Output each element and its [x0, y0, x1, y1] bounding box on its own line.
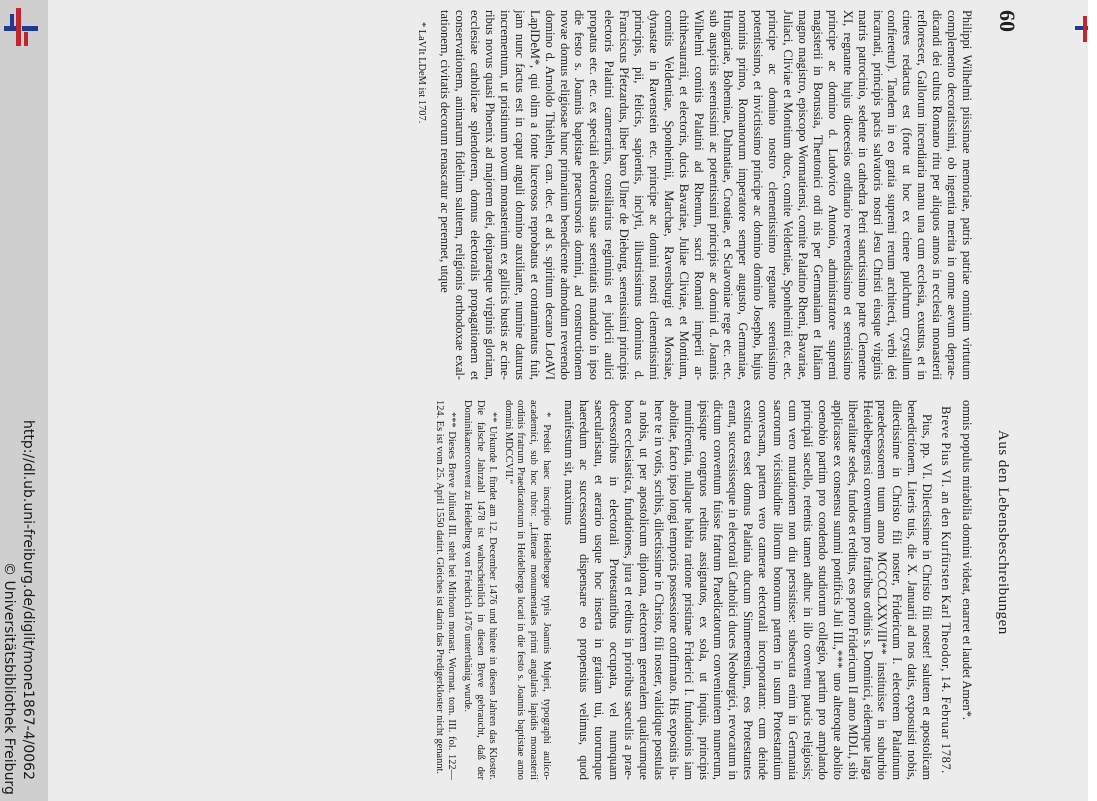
- footnote-2: ** Urkunde I. findet am 12. December 1476 und hütete in diesen Jahren das Kloster. Die falsche Jahrzahl 1478 ist wahrscheinlich in diesen Breve gebraucht, daß der Dominikanerconvent zu Heidelberg von Friedrich 1476 unterthänig wurde.: [461, 400, 499, 780]
- page-scan: [48, 0, 1088, 801]
- left-column: [412, 10, 974, 380]
- right-footnotes: [432, 400, 551, 780]
- right-column-intro: omnis populus mirabilia domini videat, enarret et laudet Amen*.: [960, 400, 974, 721]
- left-footnote-text: * LaVIt LDeM ist 1707.: [416, 22, 428, 124]
- right-column-text: Pius, pp. VI. Dilectissime in Christo fili noster! salutem et apostolicam benedictionem. Literis tuis, die X. Januarii ad nos datis, exposuisti nobis, dilectissime in Christo fili noster, Fridericum I. electorem Palatinum praedecessorem tuum anno MCCCCLXXVIII** instituisse in suburbio Heidelbergensi conventum pro fratribus ordinis s. Dominici, eidemque larga liberalitate sedes, fundos et reditus, eos porro Fridericum II anno MDLI, sibi applicasse ex consensu summi pontificis Juli III.,*** uno alteroque abolito coenobio partim pro condendo studiorum collegio, partim pro amplando principali sacello, retentis tamen adhuc in illo conventu paucis religiosis; cum vero mutationem non diu persistisse: subsecuta enim in Germania sacrorum vicissitudine illorum bonorum partem in usum Protestantium conversam, partem vero camerae electorali incorporatam: cum deinde exstincta esset domus Palatina ducum Simmerensium, eos Protestantes erant, successisseque in electorali Catholici duces Neoburgici, revocatum in dictum conventum fuisse fratrum Praedicatorum conveniuntem numerum, ipsisque congruos reditus assignatos, ex sola, ut inquis, principis munificentia, nullaque habita ratione pristinae Friderici I. fundationis iam abolitae, facto ipso longi temporis possessione confirmato. His expositis luhere te in votis, scribis, dilectissime in Christo, fili noster, validique postulas a nobis, ut per apostolicum diploma, electorem generalem qualicumque bona ecclesiastica, fundationes, jura et reditus in prioribus saeculis a praedecessoribus in electorali Protestantibus occupata, vel numquam saecularisatu, et aerario usque hoc inserta in gratiam tui, tuorumque haeredum ac successorum dispensare eo propensius velimus, quod manifestum sit, maximus: [562, 400, 935, 780]
- brief-title: Breve Pius VI. an den Kurfürsten Karl Theodor, 14. Februar 1787.: [939, 406, 954, 774]
- footnote-3: *** Dieses Breve Juliusd III. steht bei Mirhoun monast. Wormat. tom. III. fol. 122—124. Es ist vom 25. April 1550 datirt. Gleiches ist darin das Predigerkloster nicht genannt.: [433, 400, 458, 780]
- header-title: Aus den Lebensbeschreibungen: [995, 430, 1011, 635]
- right-margin: [1088, 0, 1097, 801]
- rotated-page: [210, 0, 1030, 801]
- left-column-text: Philippi Wilhelmi piissimae memoriae, patris patriae omnium virtutum complemento decoratissimi, ob ingentia merita in omne aevum depraedicandi dei cultus Romano ritu per aliquos annos in ecclesia monasterii reflorescer, Gallorum incendiaria manu una cum ecclesia, exustus, et in cineres redactus est (forte ut hoc ex cinere pulchrum crystallum confieretur). Tandem in eo gratia supremi rerum architecti, verbi dei incarnati, principis pacis salvatoris nostri Jesu Christi eiusque virginis matris patrocinio, sedente in cathedra Petri sanctissimo patre Clemente XI, regnante hujus dioecesios ordinario reverendissimo et serenissimo principe ac domino d. Ludovico Antonio, administratore supremi magisterii in Borussia, Theutonici ordi nis per Germaniam et Italiam magno magistro, episcopo Wormatiensi, comite Palatino Rheni, Bavariae, Juliaci, Cliviae et Montium duce, comite Veldentiae, Sponheimii etc. etc. principe ac domino nostro clementissimo regnante serenissimo potentissimo, et invictissimo principe ac domino domino Josepho, hujus nominis primo, Romanorum imperatore semper augusto, Germaniae, Hungariae, Bohemiae, Dalmatiae, Croatiae, et Sclavoniae rege etc. etc. sub auspiciis serenissimi ac potentissimi principis ac domini d. Joannis Wilhelmi comitis Palatini ad Rhenum, sacri Romani imperii archithesaurarii, et electoris, ducis Bavariae, Juliae Cliviae, et Montium, comitis Veldentiae, Sponheimii, Marchae, Ravensburgi et Morsiae, dynastae in Ravenstein etc. principe ac domini nostri clementissimi principis, pii, felicis, sapientis, inclyti, illustrissimus dominus d. Franciscus Pfetzardus, liber baro Ulner de Dieburg, serenissimi principis electoris Palatini camerarius, consiliarius regiminis et judicii aulici propatus etc. etc. ex speciali electoralis suae serenitatis mandato in ipso die festo s. Joannis baptistae praecursoris domini, ad constructionem novae domus religiosae hunc primarium benedicente admodum reverendo domino d. Arnoldo Thiehlen, can. dec. et ad s. spiritum decano LotAVI LapIDeM*, qui olim a fonte lucerosos reprobatus et contaminatus fuit, jam nunc factus est in caput anguli domino auxiliante, numine daturus incrementum, ut pristinum novum monasterium ex gallicis bustis ac cineribus novus quasi Phoenix ad majorem dei, deiparaeque virginis gloriam, ecclesiae catholicae splendorem, domus electoralis propagationem et conservationem, animarum fidelium salutem, religionis orthodoxae exaltationem, civitatis decorum renascatur ac perennet, utque: [438, 10, 974, 380]
- attribution-margin: [0, 0, 48, 801]
- left-footnote: [415, 10, 428, 380]
- source-url-link[interactable]: http://dl.ub.uni-freiburg.de/diglit/mone1867-4/0062: [20, 420, 36, 780]
- right-column: [429, 400, 974, 780]
- footnote-1: * Predsit haec inscriptio Heidelbergae typis Joannis Mujeri, typographi aulico-academici, sub hoc rubro: „Litterae monumentales primi angularis lapidis monasterii ordinis fratrum Praedicatorum in Heidelberga locati in die festo s. Joannis baptistae anno domini MDCCVII.“: [502, 400, 552, 780]
- page-number: 60: [995, 10, 1020, 32]
- running-head: [984, 10, 1020, 780]
- library-logo-icon: [2, 4, 42, 48]
- copyright-credit: © Universitätsbibliothek Freiburg: [1, 562, 17, 795]
